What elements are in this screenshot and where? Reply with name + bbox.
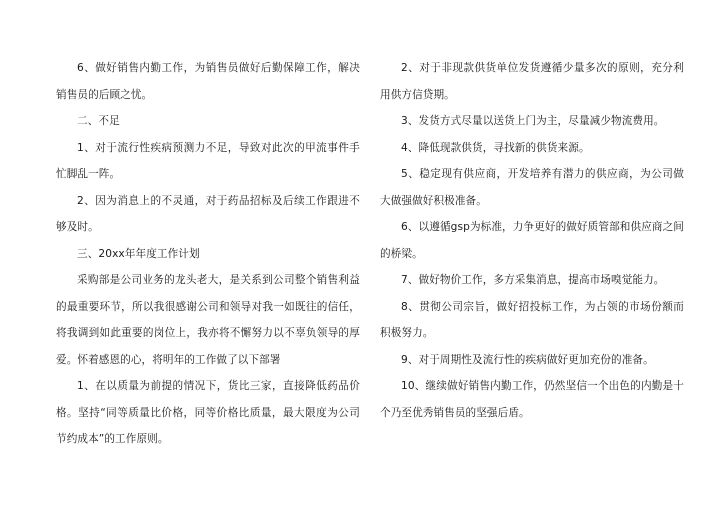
paragraph-right-2: 3、发货方式尽量以送货上门为主，尽量减少物流费用。 [401, 115, 665, 127]
paragraph-right-5: 6、以遵循gsp为标准，力争更好的做好质管部和供应商之间的桥梁。 [380, 221, 684, 260]
paragraph-left-3: 1、对于流行性疾病预测力不足，导致对此次的甲流事件手忙脚乱一阵。 [56, 141, 360, 180]
paragraph-right-3: 4、降低现款供货，寻找新的供货来源。 [401, 141, 590, 154]
paragraph-right-7: 8、贯彻公司宗旨，做好招投标工作，为占领的市场份额而积极努力。 [380, 300, 684, 339]
paragraph-right-6: 7、做好物价工作，多方采集消息，提高市场嗅觉能力。 [401, 274, 665, 286]
paragraph-right-8: 9、对于周期性及流行性的疾病做好更加充份的准备。 [401, 353, 654, 366]
paragraph-left-5: 三、20xx年年度工作计划 [77, 247, 200, 260]
left-column [56, 55, 360, 453]
paragraph-right-9: 10、继续做好销售内勤工作，仍然坚信一个出色的内勤是十个乃至优秀销售员的坚强后盾。 [380, 380, 684, 419]
paragraph-left-4: 2、因为消息上的不灵通，对于药品招标及后续工作跟进不够及时。 [56, 194, 360, 233]
paragraph-right-1: 2、对于非现款供货单位发货遵循少量多次的原则，充分利用供方信贷期。 [380, 62, 684, 101]
paragraph-left-1: 6、做好销售内勤工作，为销售员做好后勤保障工作，解决销售员的后顾之忧。 [56, 62, 360, 101]
right-column [380, 55, 684, 426]
paragraph-left-6: 采购部是公司业务的龙头老大，是关系到公司整个销售利益的最重要环节，所以我很感谢公司和领导对我一如既往的信任，将我调到如此重要的岗位上，我亦将不懈努力以不辜负领导的厚爱。怀着感恩的心，将明年的工作做了以下部署 [56, 274, 360, 366]
paragraph-right-4: 5、稳定现有供应商，开发培养有潜力的供应商，为公司做大做强做好积极准备。 [380, 168, 684, 207]
paragraph-left-2: 二、不足 [77, 115, 120, 127]
paragraph-left-7: 1、在以质量为前提的情况下，货比三家，直接降低药品价格。坚持“同等质量比价格，同等价格比质量，最大限度为公司节约成本”的工作原则。 [56, 380, 360, 445]
